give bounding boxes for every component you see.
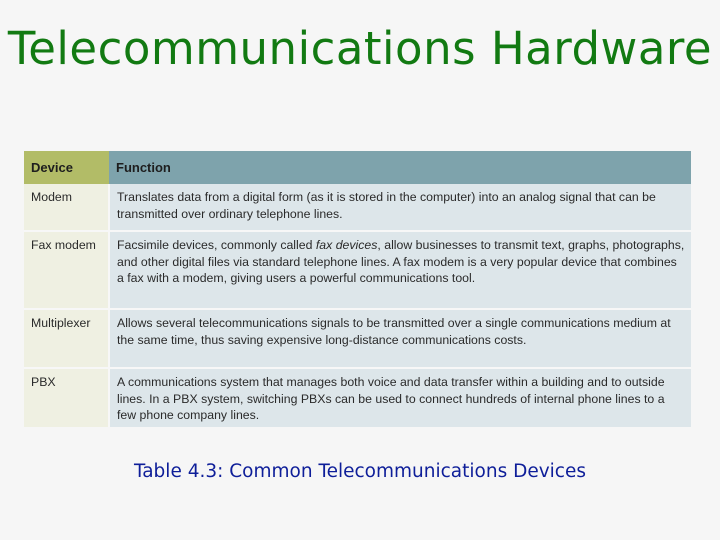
slide-title: Telecommunications Hardware — [7, 22, 713, 75]
function-cell — [109, 231, 691, 309]
function-cell: Translates data from a digital form (as it is stored in the computer) into an analog signal that can be transmitted over ordinary telephone lines. — [109, 184, 691, 231]
table-caption: Table 4.3: Common Telecommunications Devices — [133, 461, 586, 482]
function-text: Facsimile devices, commonly called — [117, 238, 316, 252]
function-cell: Allows several telecommunications signals to be transmitted over a single communications medium at the same time, thus saving expensive long-distance communications costs. — [109, 309, 691, 368]
function-text: , allow businesses to transmit text, graphs, photographs, and other digital files via standard telephone lines. A fax modem is a very popular device that combines a fax with a modem, giving users a powerful communications tool. — [117, 238, 685, 285]
function-emphasis: fax devices — [315, 238, 378, 252]
table-row — [24, 368, 691, 427]
table-row — [24, 231, 691, 309]
device-cell: Modem — [24, 184, 109, 231]
table-header-row — [24, 151, 691, 184]
device-cell: Fax modem — [24, 231, 109, 309]
device-cell: Multiplexer — [24, 309, 109, 368]
devices-table — [24, 151, 691, 427]
function-column-header: Function — [109, 151, 691, 184]
table-row — [24, 184, 691, 231]
function-cell: A communications system that manages both voice and data transfer within a building and to outside lines. In a PBX system, switching PBXs can be used to connect hundreds of internal phone lines to a few phone company lines. — [109, 368, 691, 427]
table-row — [24, 309, 691, 368]
device-cell: PBX — [24, 368, 109, 427]
device-column-header: Device — [24, 151, 109, 184]
